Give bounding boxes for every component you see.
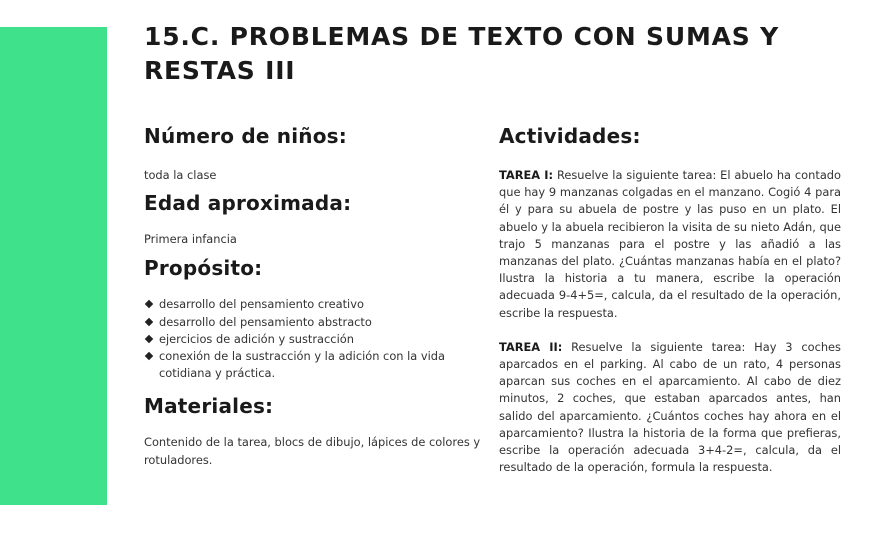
list-item: desarrollo del pensamiento abstracto: [144, 314, 486, 331]
text-materiales: Contenido de la tarea, blocs de dibujo, lápices de colores y rotuladores.: [144, 435, 481, 467]
section-proposito: [144, 254, 486, 382]
text-numero-ninos: toda la clase: [144, 168, 217, 182]
section-numero-ninos: [144, 122, 486, 184]
task-2-text: Resuelve la siguiente tarea: Hay 3 coches aparcados en el parking. Al cabo de un rato, 4 personas aparcan sus coches en el aparcamiento. Al cabo de diez minutos, 2 coches, que estaban aparcados antes, han salido del aparcamiento. ¿Cuántos coches hay ahora en el aparcamiento? Ilustra la historia de la forma que prefieras, escribe la operación adecuada 3+4-2=, calcula, da el resultado de la operación, formula la respuesta.: [499, 339, 841, 475]
page-title: 15.C. PROBLEMAS DE TEXTO CON SUMAS Y RESTAS III: [144, 22, 779, 85]
section-edad: [144, 189, 486, 248]
text-edad: Primera infancia: [144, 232, 237, 247]
task-1: [499, 167, 841, 322]
task-1-label: TAREA I:: [499, 168, 554, 182]
heading-edad: Edad aproximada:: [144, 191, 352, 216]
task-2-label: TAREA II:: [499, 339, 563, 354]
accent-bar: [0, 27, 107, 505]
task-1-text: Resuelve la siguiente tarea: El abuelo ha contado que hay 9 manzanas colgadas en el manzano. Cogió 4 para él y para su abuela de postre y las puso en un plato. El abuelo y la abuela recibieron la visita de su nieto Adán, que trajo 5 manzanas para el postre y las añadió a las manzanas del plato. ¿Cuántas manzanas había en el plato? Ilustra la historia a tu manera, escribe la operación adecuada 9-4+5=, calcula, da el resultado de la operación, escribe la respuesta.: [499, 168, 841, 320]
list-item: conexión de la sustracción y la adición con la vida cotidiana y práctica.: [144, 348, 486, 382]
list-item: ejercicios de adición y sustracción: [144, 331, 486, 348]
heading-actividades: Actividades:: [499, 124, 641, 148]
right-column: [499, 122, 841, 476]
section-materiales: [144, 392, 486, 468]
heading-numero-ninos: Número de niños:: [144, 124, 347, 148]
heading-proposito: Propósito:: [144, 256, 263, 281]
list-item: desarrollo del pensamiento creativo: [144, 296, 486, 313]
task-2: [499, 339, 841, 477]
proposito-list: [144, 296, 486, 382]
left-column: [144, 122, 486, 469]
heading-materiales: Materiales:: [144, 394, 274, 419]
